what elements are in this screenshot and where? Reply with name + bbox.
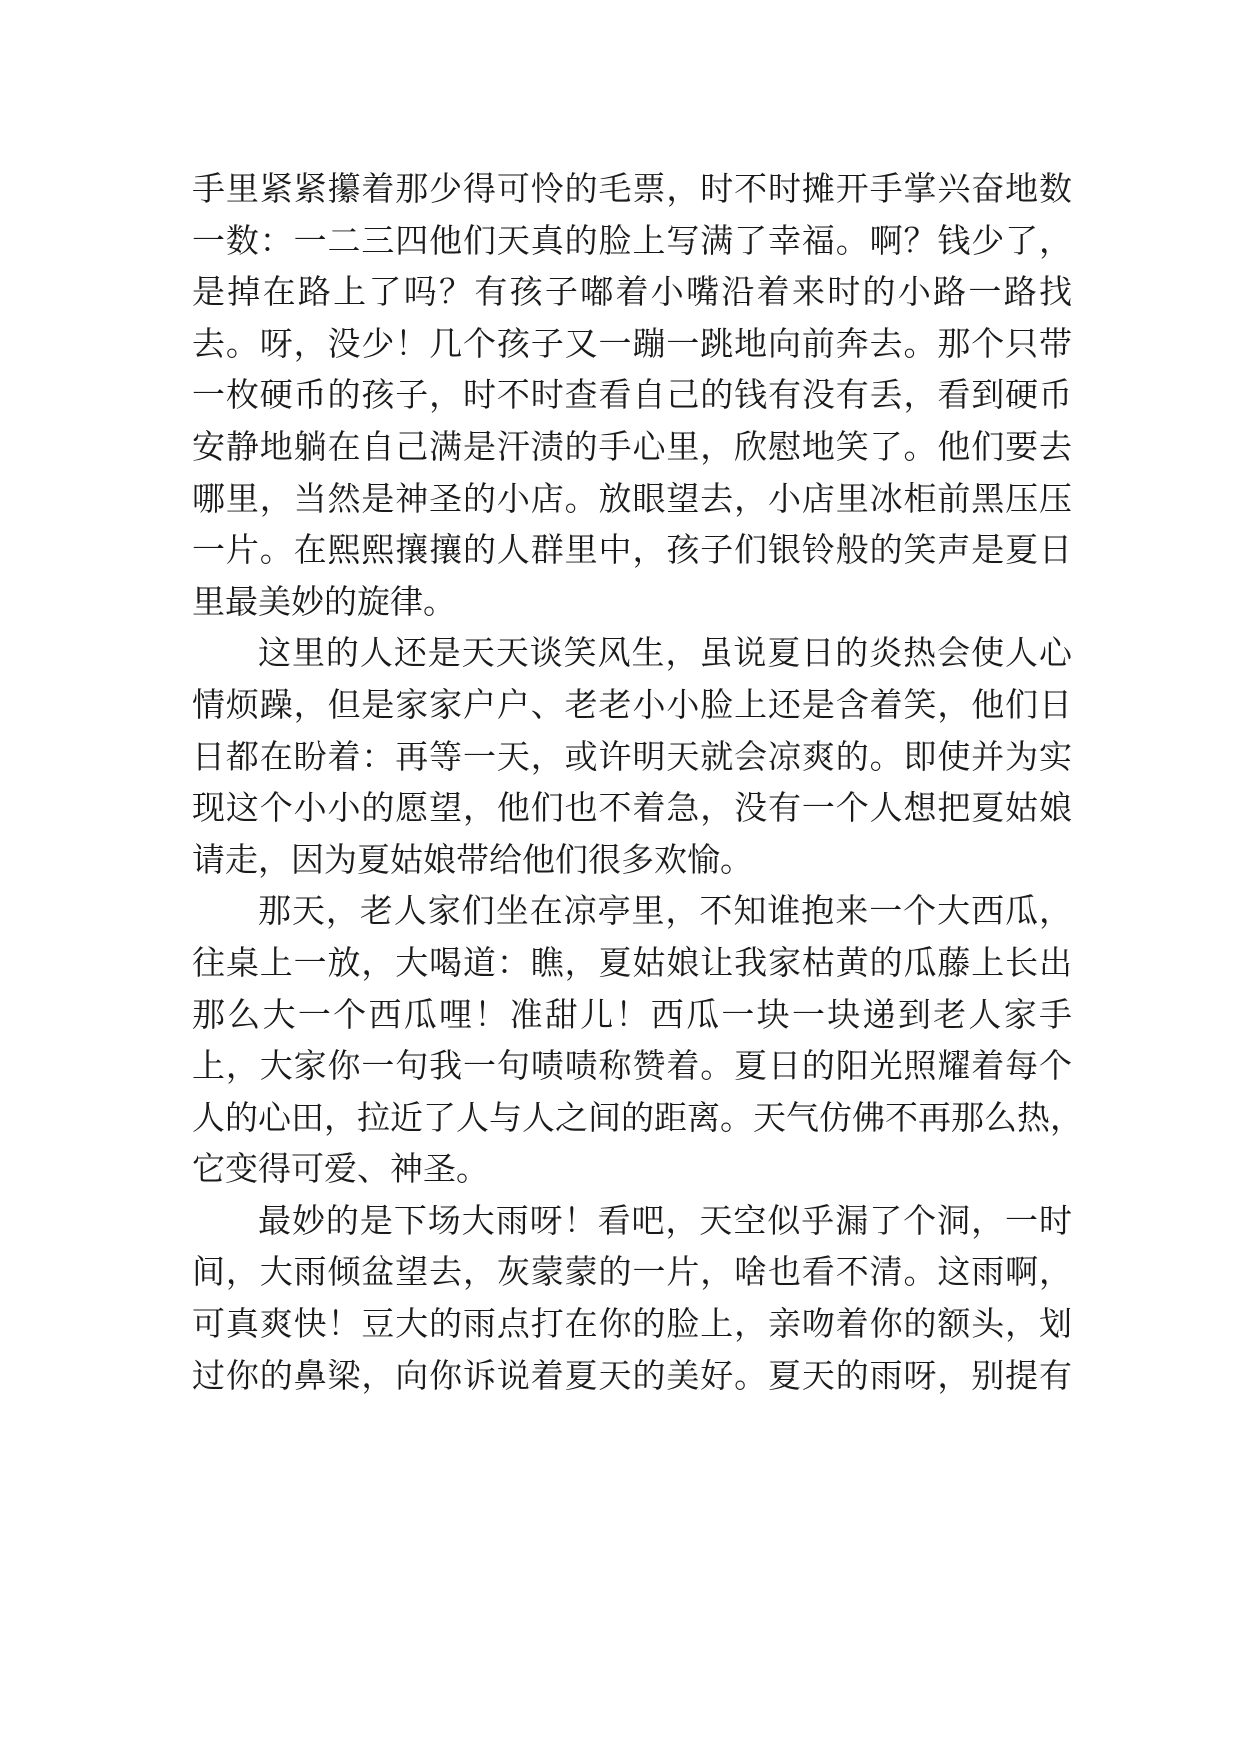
text-line: 间，大雨倾盆望去，灰蒙蒙的一片，啥也看不清。这雨啊， xyxy=(192,1252,1072,1292)
text-line: 去。呀，没少！几个孩子又一蹦一跳地向前奔去。那个只带 xyxy=(192,323,1072,363)
text-line: 它变得可爱、神圣。 xyxy=(192,1149,489,1189)
text-line: 一枚硬币的孩子，时不时查看自己的钱有没有丢，看到硬币 xyxy=(192,375,1072,415)
text-line: 往桌上一放，大喝道：瞧，夏姑娘让我家枯黄的瓜藤上长出 xyxy=(192,942,1072,982)
text-line: 过你的鼻梁，向你诉说着夏天的美好。夏天的雨呀，别提有 xyxy=(192,1355,1072,1395)
paragraph-1 xyxy=(192,163,1072,627)
paragraph-3 xyxy=(192,885,1083,1195)
text-line: 是掉在路上了吗？有孩子嘟着小嘴沿着来时的小路一路找 xyxy=(192,272,1072,312)
text-line: 这里的人还是天天谈笑风生，虽说夏日的炎热会使人心 xyxy=(258,633,1072,673)
text-line: 那天，老人家们坐在凉亭里，不知谁抱来一个大西瓜， xyxy=(258,891,1072,931)
text-line: 人的心田，拉近了人与人之间的距离。天气仿佛不再那么热， xyxy=(192,1097,1083,1137)
text-line: 请走，因为夏姑娘带给他们很多欢愉。 xyxy=(192,839,753,879)
text-line: 哪里，当然是神圣的小店。放眼望去，小店里冰柜前黑压压 xyxy=(192,478,1072,518)
text-line: 里最美妙的旋律。 xyxy=(192,581,456,621)
body-text xyxy=(192,163,1083,1401)
paragraph-2 xyxy=(192,627,1072,885)
text-line: 一数：一二三四他们天真的脸上写满了幸福。啊？钱少了， xyxy=(192,220,1072,260)
text-line: 手里紧紧攥着那少得可怜的毛票，时不时摊开手掌兴奋地数 xyxy=(192,169,1072,208)
text-line: 上，大家你一句我一句啧啧称赞着。夏日的阳光照耀着每个 xyxy=(192,1046,1072,1086)
text-line: 那么大一个西瓜哩！准甜儿！西瓜一块一块递到老人家手 xyxy=(192,994,1072,1034)
text-line: 最妙的是下场大雨呀！看吧，天空似乎漏了个洞，一时 xyxy=(258,1200,1072,1240)
text-line: 可真爽快！豆大的雨点打在你的脸上，亲吻着你的额头，划 xyxy=(192,1304,1072,1344)
text-line: 一片。在熙熙攘攘的人群里中，孩子们银铃般的笑声是夏日 xyxy=(192,530,1072,570)
text-line: 情烦躁，但是家家户户、老老小小脸上还是含着笑，他们日 xyxy=(192,684,1072,724)
text-line: 日都在盼着：再等一天，或许明天就会凉爽的。即使并为实 xyxy=(192,736,1072,776)
text-line: 现这个小小的愿望，他们也不着急，没有一个人想把夏姑娘 xyxy=(192,788,1072,828)
paragraph-4 xyxy=(192,1195,1072,1401)
text-line: 安静地躺在自己满是汗渍的手心里，欣慰地笑了。他们要去 xyxy=(192,426,1072,466)
